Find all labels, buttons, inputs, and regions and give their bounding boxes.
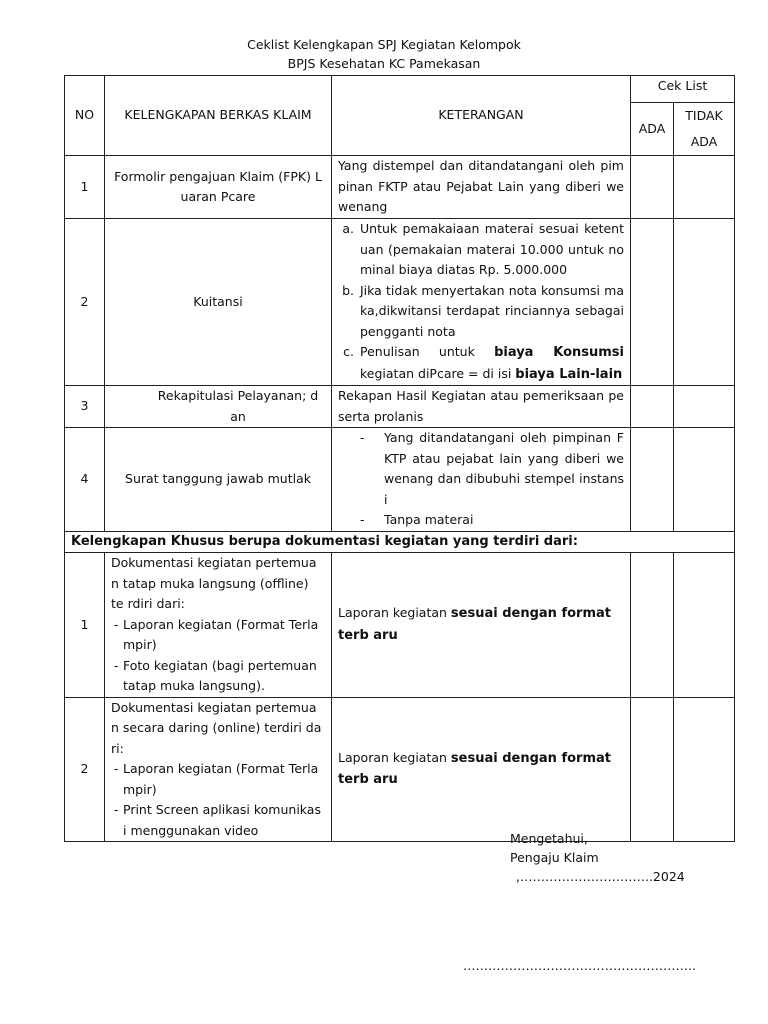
row-keterangan [332,219,631,386]
header-no: NO [65,76,105,156]
checklist-table [64,75,735,842]
table-row [65,156,735,219]
list-item: - Tanpa materai [384,510,624,531]
list-item: - Foto kegiatan (bagi pertemuan tatap muka langsung). [123,656,325,697]
section-title: Kelengkapan Khusus berupa dokumentasi kegiatan yang terdiri dari: [65,531,735,553]
row-berkas: Surat tanggung jawab mutlak [105,428,332,532]
list-item: c. Penulisan untuk biaya Konsumsi kegiatan diPcare = di isi biaya Lain-lain [358,342,624,385]
row-berkas: Formolir pengajuan Klaim (FPK) L uaran Pcare [105,156,332,219]
check-tidak-cell[interactable] [674,156,735,219]
row-keterangan [332,428,631,532]
header-keterangan: KETERANGAN [332,76,631,156]
header-berkas: KELENGKAPAN BERKAS KLAIM [105,76,332,156]
row-no: 1 [65,553,105,698]
list-item: - Print Screen aplikasi komunikas i menggunakan video [123,800,325,841]
list-item: - Laporan kegiatan (Format Terla mpir) [123,759,325,800]
list-item: a. Untuk pemakaiaan materai sesuai ketent uan (pemakaian materai 10.000 untuk no minal biaya diatas Rp. 5.000.000 [358,219,624,281]
row-no: 1 [65,156,105,219]
row-berkas: Kuitansi [105,219,332,386]
list-item: - Yang ditandatangani oleh pimpinan F KTP atau pejabat lain yang diberi we wenang dan dibubuhi stempel instans i [384,428,624,510]
berkas-list [111,615,325,697]
check-tidak-cell[interactable] [674,428,735,532]
row-keterangan: Laporan kegiatan sesuai dengan format terb aru [332,553,631,698]
page-title: Ceklist Kelengkapan SPJ Kegiatan Kelompok [247,37,521,52]
list-item: b. Jika tidak menyertakan nota konsumsi ma ka,dikwitansi terdapat rinciannya sebagai pengganti nota [358,281,624,343]
keterangan-list [338,428,624,531]
berkas-intro: Dokumentasi kegiatan pertemua n secara daring (online) terdiri da ri: [111,699,322,756]
check-ada-cell[interactable] [631,697,674,842]
berkas-intro: Dokumentasi kegiatan pertemua n tatap muka langsung (offline) te rdiri dari: [111,555,317,611]
berkas-list [111,759,325,841]
row-berkas [105,697,332,842]
row-no: 2 [65,697,105,842]
check-tidak-cell[interactable] [674,553,735,698]
row-no: 3 [65,386,105,428]
header-ada: ADA [631,103,674,156]
header-tidak: TIDAK [685,108,723,123]
table-row [65,697,735,842]
check-tidak-cell[interactable] [674,386,735,428]
table-row [65,428,735,532]
page-subtitle: BPJS Kesehatan KC Pamekasan [287,56,481,71]
row-keterangan: Laporan kegiatan sesuai dengan format terb aru [332,697,631,842]
header-tidak-ada [674,103,735,156]
header-tidak-ada-2: ADA [690,134,718,149]
row-keterangan: Rekapan Hasil Kegiatan atau pemeriksaan pe serta prolanis [332,386,631,428]
row-berkas: Rekapitulasi Pelayanan; d an [105,386,332,428]
table-row [65,219,735,386]
signature-pengaju: Pengaju Klaim [510,850,599,865]
check-tidak-cell[interactable] [674,219,735,386]
signature-date: ,…………………………..2024 [516,869,685,884]
check-tidak-cell[interactable] [674,697,735,842]
check-ada-cell[interactable] [631,553,674,698]
row-berkas [105,553,332,698]
keterangan-list [338,219,624,385]
signature-mengetahui: Mengetahui, [510,831,588,846]
check-ada-cell[interactable] [631,219,674,386]
list-item: - Laporan kegiatan (Format Terla mpir) [123,615,325,656]
row-no: 2 [65,219,105,386]
check-ada-cell[interactable] [631,156,674,219]
row-keterangan: Yang distempel dan ditandatangani oleh pim pinan FKTP atau Pejabat Lain yang diberi we wenang [332,156,631,219]
table-row [65,553,735,698]
row-no: 4 [65,428,105,532]
table-row [65,386,735,428]
check-ada-cell[interactable] [631,386,674,428]
signature-name-line: ……………………………………………….. [463,958,696,973]
header-ceklist: Cek List [631,76,735,103]
check-ada-cell[interactable] [631,428,674,532]
